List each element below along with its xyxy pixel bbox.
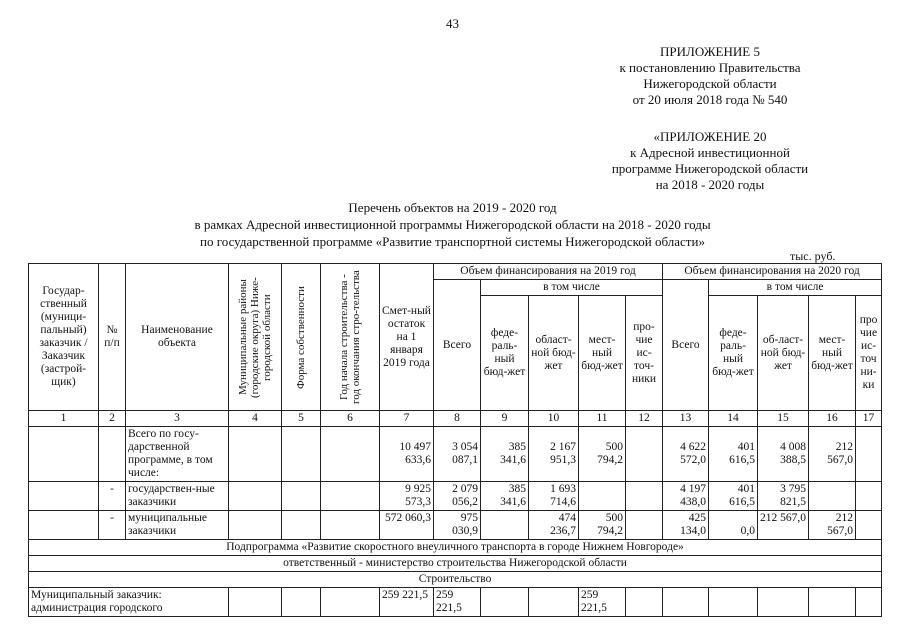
header-regional-2019: област-ной бюд-жет — [529, 296, 579, 411]
table-row-municipal — [29, 511, 882, 540]
col-number: 14 — [709, 411, 758, 427]
table-row-total — [29, 427, 882, 482]
appendix-20-line: к Адресной инвестиционной — [630, 145, 790, 160]
cell-total-2020: 425 134,0 — [663, 511, 709, 540]
title-line: Перечень объектов на 2019 - 2020 год — [348, 200, 557, 215]
appendix-5-block — [560, 44, 860, 108]
appendix-5-date: от 20 июля 2018 года № 540 — [632, 92, 788, 107]
cell-federal-2019: 385 341,6 — [481, 482, 529, 511]
appendix-20-line: программе Нижегородской области — [611, 161, 809, 176]
construction-row — [29, 572, 882, 588]
row-name: Всего по госу-дарственной программе, в том числе: — [126, 427, 229, 482]
col-number: 9 — [481, 411, 529, 427]
cell-regional-2019: 474 236,7 — [529, 511, 579, 540]
cell-total-2019: 3 054 087,1 — [434, 427, 481, 482]
row-num: - — [99, 482, 126, 511]
col-number: 11 — [579, 411, 626, 427]
col-number: 6 — [321, 411, 380, 427]
header-balance: Смет-ный остаток на 1 января 2019 года — [380, 264, 434, 411]
col-number: 16 — [809, 411, 856, 427]
header-total-2020: Всего — [663, 280, 709, 411]
cell-federal-2019: 385 341,6 — [481, 427, 529, 482]
cell-total-2020: 4 197 438,0 — [663, 482, 709, 511]
appendix-20-title: «ПРИЛОЖЕНИЕ 20 — [653, 129, 767, 144]
header-customer: Государ-ственный (муници-пальный) заказчик / Заказчик (застрой-щик) — [29, 264, 99, 411]
cell-balance: 10 497 633,6 — [380, 427, 434, 482]
table-row-mun-customer — [29, 588, 882, 617]
header-fin-2020: Объем финансирования на 2020 год — [663, 264, 882, 280]
header-years: Год начала строительства - год окончания стро-тельства — [321, 264, 380, 411]
cell-balance: 259 221,5 — [380, 588, 434, 617]
col-number: 13 — [663, 411, 709, 427]
table-row-state — [29, 482, 882, 511]
header-local-2019: мест-ный бюд-жет — [579, 296, 626, 411]
col-number: 2 — [99, 411, 126, 427]
objects-table — [28, 263, 882, 617]
title-line: в рамках Адресной инвестиционной программы Нижегородской области на 2018 - 2020 годы — [194, 217, 711, 232]
col-number: 12 — [626, 411, 663, 427]
appendix-5-line: Нижегородской области — [643, 76, 777, 91]
col-number: 8 — [434, 411, 481, 427]
cell-total-2020: 4 622 572,0 — [663, 427, 709, 482]
row-num: - — [99, 511, 126, 540]
cell-local-2019: 500 794,2 — [579, 427, 626, 482]
cell-regional-2019: 2 167 951,3 — [529, 427, 579, 482]
appendix-20-line: на 2018 - 2020 годы — [655, 177, 765, 192]
cell-regional-2019: 1 693 714,6 — [529, 482, 579, 511]
cell-balance: 9 925 573,3 — [380, 482, 434, 511]
subprogram-row — [29, 540, 882, 556]
cell-local-2020: 212 567,0 — [809, 511, 856, 540]
row-name: государствен-ные заказчики — [126, 482, 229, 511]
col-number: 5 — [282, 411, 321, 427]
units-label: тыс. руб. — [790, 249, 836, 263]
header-other-2020: про чие ис-точ ни-ки — [856, 296, 882, 411]
col-number: 15 — [758, 411, 809, 427]
col-number: 3 — [126, 411, 229, 427]
appendix-5-title: ПРИЛОЖЕНИЕ 5 — [660, 44, 760, 59]
cell-local-2020: 212 567,0 — [809, 427, 856, 482]
cell-federal-2020: 401 616,5 — [709, 482, 758, 511]
col-number: 7 — [380, 411, 434, 427]
cell-regional-2020: 4 008 388,5 — [758, 427, 809, 482]
subprogram-title: Подпрограмма «Развитие скоростного внеуличного транспорта в городе Нижнем Новгороде» — [29, 540, 882, 556]
header-other-2019: про-чие ис-точ-ники — [626, 296, 663, 411]
col-number: 17 — [856, 411, 882, 427]
header-incl-2020: в том числе — [709, 280, 882, 296]
header-district: Муниципальные районы (городские округа) Ниже-городской области — [229, 264, 282, 411]
document-title — [0, 199, 905, 250]
column-numbers-row — [29, 411, 882, 427]
header-total-2019: Всего — [434, 280, 481, 411]
cell-local-2019: 259 221,5 — [579, 588, 626, 617]
cell-regional-2020: 212 567,0 — [758, 511, 809, 540]
construction-title: Строительство — [29, 572, 882, 588]
header-local-2020: мест-ный бюд-жет — [809, 296, 856, 411]
page-number: 43 — [446, 16, 459, 31]
cell-total-2019: 975 030,9 — [434, 511, 481, 540]
cell-total-2019: 2 079 056,2 — [434, 482, 481, 511]
cell-federal-2020: 401 616,5 — [709, 427, 758, 482]
cell-federal-2020: 0,0 — [709, 511, 758, 540]
cell-regional-2020: 3 795 821,5 — [758, 482, 809, 511]
col-number: 4 — [229, 411, 282, 427]
col-number: 10 — [529, 411, 579, 427]
header-ownership: Форма собственности — [282, 264, 321, 411]
appendix-5-line: к постановлению Правительства — [619, 60, 801, 75]
header-fin-2019: Объем финансирования на 2019 год — [434, 264, 663, 280]
header-row-1 — [29, 264, 882, 280]
row-name: муниципальные заказчики — [126, 511, 229, 540]
title-line: по государственной программе «Развитие транспортной системы Нижегородской области» — [200, 234, 705, 249]
responsible-title: ответственный - министерство строительства Нижегородской области — [29, 556, 882, 572]
cell-local-2019: 500 794,2 — [579, 511, 626, 540]
row-name: Муниципальный заказчик: администрация городского — [29, 588, 229, 617]
header-regional-2020: об-ласт-ной бюд-жет — [758, 296, 809, 411]
header-federal-2019: феде-раль-ный бюд-жет — [481, 296, 529, 411]
col-number: 1 — [29, 411, 99, 427]
cell-balance: 572 060,3 — [380, 511, 434, 540]
responsible-row — [29, 556, 882, 572]
header-federal-2020: феде-раль-ный бюд-жет — [709, 296, 758, 411]
cell-total-2019: 259 221,5 — [434, 588, 481, 617]
header-name: Наименование объекта — [126, 264, 229, 411]
appendix-20-block — [560, 129, 860, 193]
header-num: № п/п — [99, 264, 126, 411]
header-incl-2019: в том числе — [481, 280, 663, 296]
